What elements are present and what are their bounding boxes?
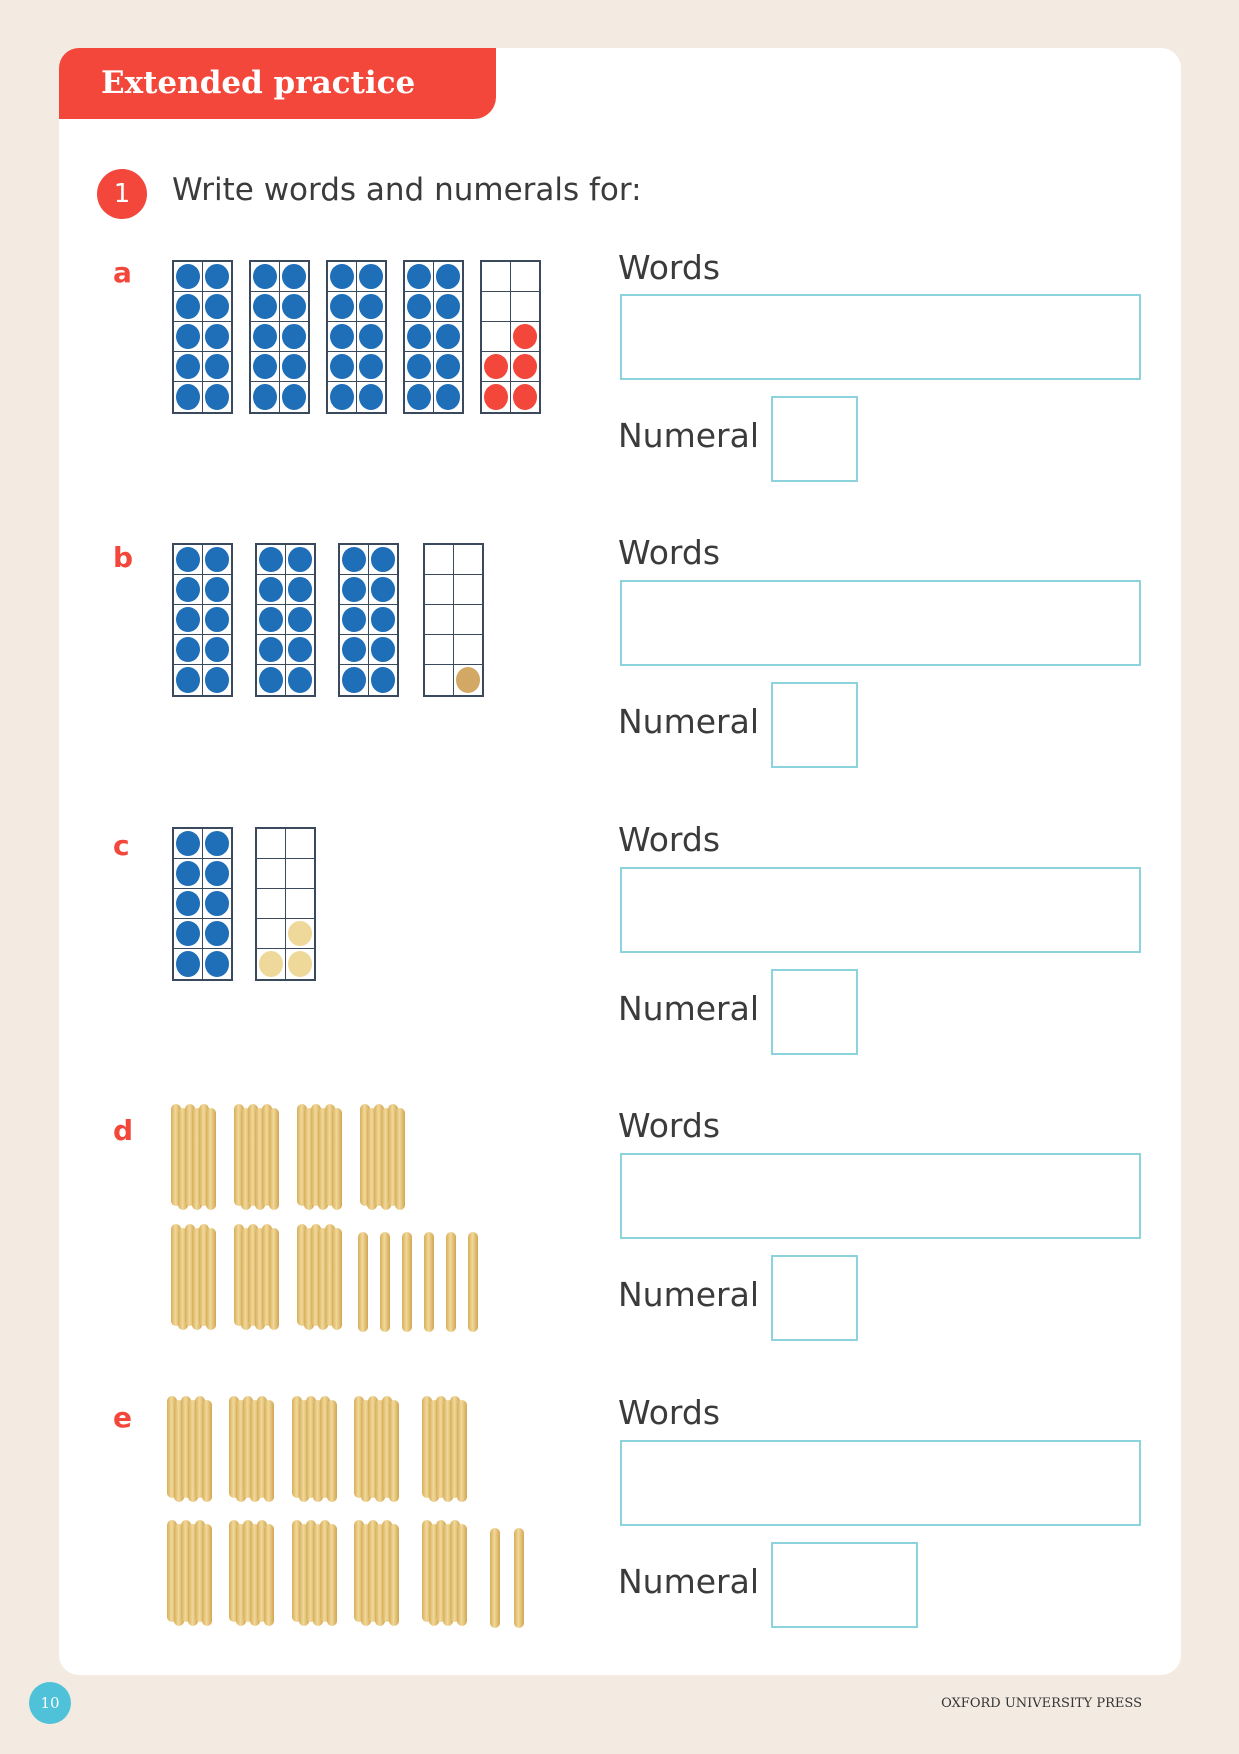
bundle-stick [389,1400,399,1502]
counter-dot [330,384,354,410]
ten-frame-cell [203,859,232,889]
ten-frame-cell [454,605,483,635]
ten-frame-cell [203,352,232,382]
ten-frame-cell [286,859,315,889]
ten-frame-cell [280,262,309,292]
counter-dot [205,951,230,977]
ten-frame-cell [286,919,315,949]
counter-dot [342,637,366,662]
counter-dot [253,264,277,289]
ten-frame-cell [328,382,357,412]
counter-dot [342,547,366,572]
counter-dot [407,384,431,410]
ten-frame-cell [280,292,309,322]
ten-frame-cell [369,605,398,635]
counter-dot [176,891,200,916]
ten-frame-cell [280,322,309,352]
ten-frame [255,827,316,981]
ten-frame [326,260,387,414]
ten-frame-cell [482,382,511,412]
ten-frame-cell [286,575,315,605]
counter-dot [371,637,396,662]
counter-dot [205,861,230,886]
item-e-words-label: Words [618,1393,721,1432]
ten-frame-cell [482,322,511,352]
stick-bundle [358,1104,408,1214]
stick-bundle [169,1104,219,1214]
ten-frame-cell [454,635,483,665]
counter-dot [176,831,200,856]
ten-frame-cell [369,665,398,695]
single-stick [514,1528,524,1628]
counter-dot [253,354,277,379]
ten-frame-cell [174,605,203,635]
stick-bundle [352,1520,402,1630]
stick-bundle [295,1224,345,1334]
ten-frame-cell [511,262,540,292]
bundle-stick [457,1524,467,1626]
stick-bundle [232,1104,282,1214]
ten-frame-cell [257,665,286,695]
counter-dot [176,324,200,349]
stick-bundle [352,1396,402,1506]
ten-frame-cell [357,322,386,352]
ten-frame-cell [257,605,286,635]
counter-dot [259,547,283,572]
ten-frame-cell [369,635,398,665]
ten-frame-cell [340,545,369,575]
counter-dot [259,667,283,693]
ten-frame-cell [203,292,232,322]
ten-frame-cell [511,292,540,322]
ten-frame-cell [434,292,463,322]
counter-dot [342,667,366,693]
ten-frame [172,543,233,697]
ten-frame-cell [174,859,203,889]
counter-dot [259,577,283,602]
ten-frame-cell [286,829,315,859]
single-stick [468,1232,478,1332]
counter-dot [330,354,354,379]
ten-frame-cell [257,919,286,949]
item-e-numeral-input[interactable] [771,1542,918,1628]
ten-frame [172,260,233,414]
bundle-stick [389,1524,399,1626]
ten-frame-cell [405,292,434,322]
counter-dot [484,384,508,410]
ten-frame-cell [405,262,434,292]
counter-dot [205,637,230,662]
counter-dot [205,294,230,319]
single-stick [402,1232,412,1332]
item-b-numeral-input[interactable] [771,682,858,768]
counter-dot [288,577,313,602]
item-d-numeral-label: Numeral [618,1275,760,1314]
stick-bundle [169,1224,219,1334]
counter-dot [259,637,283,662]
ten-frame-cell [174,829,203,859]
ten-frame-cell [511,352,540,382]
ten-frame-cell [425,575,454,605]
page-number: 10 [29,1682,71,1724]
counter-dot [176,637,200,662]
ten-frame-cell [511,322,540,352]
ten-frame-cell [251,382,280,412]
counter-dot [359,354,384,379]
stick-bundle [227,1520,277,1630]
ten-frame-cell [203,665,232,695]
counter-dot [513,354,538,379]
item-c-numeral-label: Numeral [618,989,760,1028]
ten-frame-cell [434,352,463,382]
ten-frame-cell [280,352,309,382]
counter-dot [371,577,396,602]
ten-frame-cell [357,352,386,382]
ten-frame-cell [203,635,232,665]
counter-dot [282,294,307,319]
ten-frame-cell [454,545,483,575]
ten-frame [403,260,464,414]
ten-frame-cell [257,545,286,575]
counter-dot [259,607,283,632]
counter-dot [407,324,431,349]
bundle-stick [332,1108,342,1210]
counter-dot [513,324,538,349]
counter-dot [205,607,230,632]
stick-bundle [295,1104,345,1214]
ten-frame-cell [340,665,369,695]
ten-frame-cell [174,262,203,292]
counter-dot [282,354,307,379]
section-banner: Extended practice [59,48,496,119]
counter-dot [176,547,200,572]
counter-dot [253,384,277,410]
stick-bundle [290,1520,340,1630]
ten-frame [255,543,316,697]
ten-frame-cell [174,889,203,919]
counter-dot [205,831,230,856]
counter-dot [205,667,230,693]
ten-frame-cell [203,322,232,352]
ten-frame-cell [454,575,483,605]
counter-dot [176,294,200,319]
ten-frame-cell [328,292,357,322]
counter-dot [436,294,461,319]
bundle-stick [332,1228,342,1330]
counter-dot [484,354,508,379]
item-b-numeral-label: Numeral [618,702,760,741]
ten-frame-cell [174,665,203,695]
ten-frame-cell [257,829,286,859]
stick-bundle [165,1396,215,1506]
ten-frame-cell [174,545,203,575]
counter-dot [288,637,313,662]
counter-dot [407,354,431,379]
item-a-letter: a [113,256,132,289]
ten-frame-cell [357,382,386,412]
ten-frame-cell [280,382,309,412]
ten-frame-cell [174,635,203,665]
stick-bundle [290,1396,340,1506]
stick-bundle [165,1520,215,1630]
counter-dot [176,384,200,410]
ten-frame-cell [340,575,369,605]
ten-frame-cell [425,545,454,575]
ten-frame-cell [328,352,357,382]
counter-dot [342,607,366,632]
ten-frame-cell [369,545,398,575]
counter-dot [253,294,277,319]
counter-dot [176,577,200,602]
ten-frame-cell [257,575,286,605]
ten-frame-cell [257,889,286,919]
ten-frame-cell [257,949,286,979]
item-d-words-label: Words [618,1106,721,1145]
single-stick [424,1232,434,1332]
stick-bundle [420,1520,470,1630]
counter-dot [407,294,431,319]
counter-dot [205,577,230,602]
counter-dot [436,324,461,349]
item-d-numeral-input[interactable] [771,1255,858,1341]
ten-frame-cell [174,382,203,412]
ten-frame-cell [286,665,315,695]
ten-frame-cell [251,262,280,292]
ten-frame-cell [357,292,386,322]
ten-frame-cell [286,545,315,575]
bundle-stick [269,1228,279,1330]
stick-bundle [227,1396,277,1506]
ten-frame-cell [434,262,463,292]
counter-dot [342,577,366,602]
question-number-badge: 1 [97,169,147,219]
bundle-stick [206,1228,216,1330]
ten-frame-cell [257,859,286,889]
ten-frame-cell [482,292,511,322]
ten-frame-cell [434,382,463,412]
item-c-words-label: Words [618,820,721,859]
counter-dot [176,921,200,946]
bundle-stick [457,1400,467,1502]
item-a-numeral-label: Numeral [618,416,760,455]
item-c-words-input[interactable] [620,867,1141,953]
ten-frame-cell [251,322,280,352]
ten-frame [172,827,233,981]
counter-dot [205,921,230,946]
item-e-words-input[interactable] [620,1440,1141,1526]
counter-dot [176,354,200,379]
item-b-words-label: Words [618,533,721,572]
counter-dot [176,667,200,693]
item-d-words-input[interactable] [620,1153,1141,1239]
ten-frame [338,543,399,697]
bundle-stick [202,1400,212,1502]
ten-frame-cell [174,352,203,382]
ten-frame-cell [251,292,280,322]
ten-frame [423,543,484,697]
ten-frame-cell [251,352,280,382]
single-stick [446,1232,456,1332]
counter-dot [288,667,313,693]
ten-frame-cell [328,262,357,292]
counter-dot [176,264,200,289]
counter-dot [288,607,313,632]
item-e-numeral-label: Numeral [618,1562,760,1601]
counter-dot [436,354,461,379]
counter-dot [330,324,354,349]
ten-frame-cell [174,292,203,322]
counter-dot [436,264,461,289]
bundle-stick [202,1524,212,1626]
ten-frame-cell [482,262,511,292]
bundle-stick [264,1400,274,1502]
ten-frame-cell [203,949,232,979]
counter-dot [330,264,354,289]
ten-frame-cell [203,605,232,635]
item-d-letter: d [113,1114,134,1147]
ten-frame-cell [174,949,203,979]
counter-dot [330,294,354,319]
item-a-words-label: Words [618,248,721,287]
counter-dot [359,384,384,410]
counter-dot [371,607,396,632]
ten-frame-cell [425,665,454,695]
item-c-numeral-input[interactable] [771,969,858,1055]
ten-frame-cell [286,889,315,919]
single-stick [490,1528,500,1628]
counter-dot [205,891,230,916]
stick-bundle [420,1396,470,1506]
counter-dot [176,951,200,977]
ten-frame-cell [286,635,315,665]
counter-dot [205,324,230,349]
ten-frame-cell [511,382,540,412]
ten-frame-cell [405,352,434,382]
ten-frame-cell [328,322,357,352]
counter-dot [371,667,396,693]
counter-dot [282,264,307,289]
counter-dot [288,951,313,977]
item-a-numeral-input[interactable] [771,396,858,482]
ten-frame-cell [425,635,454,665]
question-instruction: Write words and numerals for: [172,172,642,208]
ten-frame-cell [405,382,434,412]
publisher-name: OXFORD UNIVERSITY PRESS [941,1696,1142,1711]
counter-dot [288,547,313,572]
ten-frame-cell [174,322,203,352]
ten-frame-cell [405,322,434,352]
ten-frame [480,260,541,414]
ten-frame-cell [203,262,232,292]
ten-frame-cell [286,605,315,635]
ten-frame-cell [434,322,463,352]
ten-frame-cell [286,949,315,979]
single-stick [358,1232,368,1332]
ten-frame-cell [357,262,386,292]
bundle-stick [327,1524,337,1626]
item-e-letter: e [113,1401,132,1434]
ten-frame-cell [203,919,232,949]
ten-frame-cell [203,889,232,919]
ten-frame-cell [454,665,483,695]
counter-dot [456,667,481,693]
ten-frame-cell [340,605,369,635]
ten-frame-cell [482,352,511,382]
ten-frame-cell [369,575,398,605]
item-c-letter: c [113,829,130,862]
ten-frame-cell [203,545,232,575]
ten-frame-cell [203,575,232,605]
bundle-stick [395,1108,405,1210]
counter-dot [259,951,283,977]
counter-dot [282,324,307,349]
counter-dot [359,264,384,289]
bundle-stick [264,1524,274,1626]
counter-dot [282,384,307,410]
ten-frame-cell [425,605,454,635]
counter-dot [513,384,538,410]
ten-frame-cell [340,635,369,665]
counter-dot [176,607,200,632]
counter-dot [253,324,277,349]
bundle-stick [206,1108,216,1210]
counter-dot [436,384,461,410]
counter-dot [371,547,396,572]
item-a-words-input[interactable] [620,294,1141,380]
ten-frame-cell [203,829,232,859]
counter-dot [288,921,313,946]
single-stick [380,1232,390,1332]
counter-dot [205,354,230,379]
counter-dot [407,264,431,289]
ten-frame-cell [174,575,203,605]
counter-dot [176,861,200,886]
stick-bundle [232,1224,282,1334]
ten-frame-cell [203,382,232,412]
counter-dot [205,264,230,289]
ten-frame-cell [257,635,286,665]
counter-dot [359,294,384,319]
counter-dot [205,547,230,572]
ten-frame [249,260,310,414]
item-b-words-input[interactable] [620,580,1141,666]
item-b-letter: b [113,541,134,574]
bundle-stick [269,1108,279,1210]
bundle-stick [327,1400,337,1502]
counter-dot [205,384,230,410]
ten-frame-cell [174,919,203,949]
counter-dot [359,324,384,349]
